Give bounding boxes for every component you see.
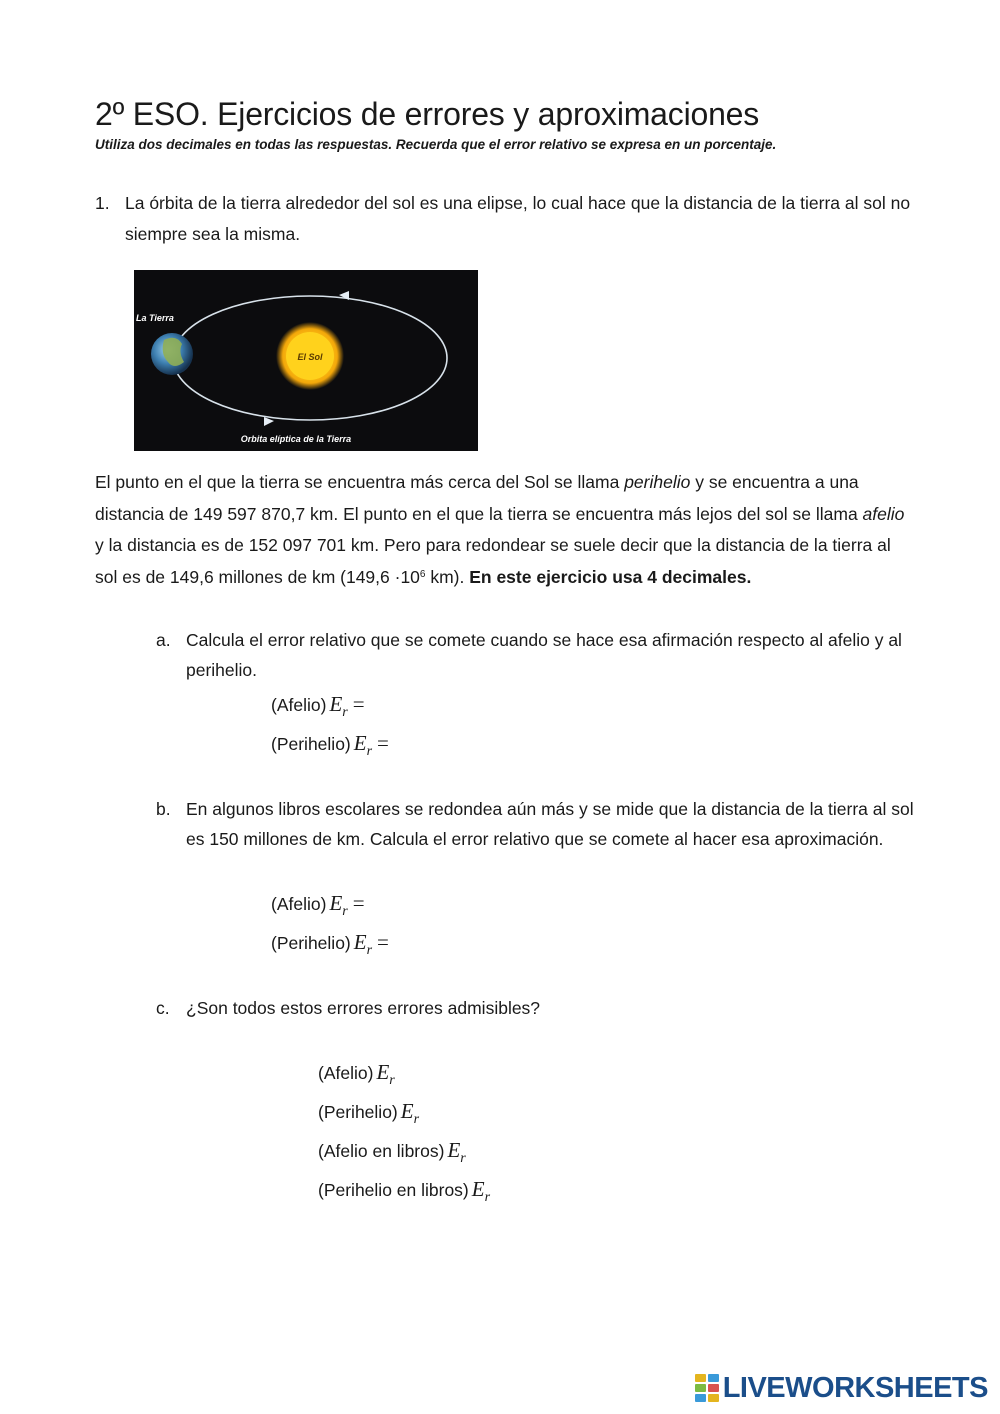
question-number: 1.	[95, 193, 110, 213]
equation-b-perihelio	[271, 930, 389, 958]
question-text: La órbita de la tierra alrededor del sol es una elipse, lo cual hace que la distancia de la tierra al sol no siempre sea la misma.	[125, 193, 911, 244]
orbit-label: Orbita elíptica de la Tierra	[240, 434, 352, 444]
instructions: Utiliza dos decimales en todas las respuestas. Recuerda que el error relativo se expresa en un porcentaje.	[95, 137, 777, 152]
subquestion-b-label: b.	[156, 799, 171, 819]
subquestion-b-text: En algunos libros escolares se redondea aún más y se mide que la distancia de la tierra al sol es 150 millones de km. Calcula el error relativo que se comete al hacer esa aproximación.	[186, 799, 914, 849]
subquestion-a-label: a.	[156, 630, 171, 650]
equation-c-afelio-libros	[318, 1138, 466, 1166]
relative-error-symbol: $E_r$	[447, 1138, 466, 1166]
paragraph-part-2: y se encuentra a una distancia de 149 597 870,7 km. El punto en el que la tierra se encuentra más lejos del sol se llama	[95, 472, 863, 524]
equation-label: (Afelio)	[271, 894, 327, 914]
decimals-instruction: En este ejercicio usa 4 decimales.	[469, 566, 752, 587]
paragraph-part-4: km).	[425, 566, 470, 587]
equation-a-afelio	[271, 692, 365, 720]
earth-label: La Tierra	[136, 313, 174, 323]
orbit-diagram	[134, 270, 478, 451]
equation-label: (Perihelio)	[271, 933, 351, 953]
subquestion-a-text: Calcula el error relativo que se comete cuando se hace esa afirmación respecto al afelio y al perihelio.	[186, 630, 902, 680]
logo-text: LIVEWORKSHEETS	[722, 1371, 988, 1404]
context-paragraph	[95, 467, 915, 593]
subquestion-c-label: c.	[156, 998, 170, 1018]
equation-label: (Perihelio)	[318, 1102, 398, 1122]
orbit-arrow-top	[339, 291, 349, 300]
equation-c-perihelio	[318, 1099, 420, 1127]
equation-b-afelio	[271, 891, 365, 919]
subquestion-c-text: ¿Son todos estos errores errores admisibles?	[186, 998, 541, 1018]
equals-sign: =	[352, 891, 365, 915]
relative-error-symbol: $E_r$	[353, 930, 373, 958]
equation-label: (Perihelio en libros)	[318, 1180, 469, 1200]
equals-sign: =	[377, 731, 389, 755]
equation-a-perihelio	[271, 731, 389, 759]
exponent: 6	[419, 568, 426, 580]
equation-c-perihelio-libros	[318, 1177, 491, 1205]
orbit-figure	[134, 270, 478, 451]
equation-label: (Afelio en libros)	[318, 1141, 445, 1161]
relative-error-symbol: $E_r$	[329, 692, 348, 720]
relative-error-symbol: $E_r$	[400, 1099, 420, 1127]
equation-c-afelio	[318, 1060, 395, 1088]
liveworksheets-logo	[695, 1371, 988, 1405]
relative-error-symbol: $E_r$	[471, 1177, 491, 1205]
equation-label: (Afelio)	[318, 1063, 374, 1083]
paragraph-part-1: El punto en el que la tierra se encuentra más cerca del Sol se llama	[95, 472, 625, 492]
relative-error-symbol: $E_r$	[353, 731, 373, 759]
sun-label: El Sol	[297, 352, 323, 362]
term-afelio: afelio	[862, 503, 905, 524]
page-title: 2º ESO. Ejercicios de errores y aproximaciones	[95, 96, 760, 132]
equals-sign: =	[377, 930, 389, 954]
equation-label: (Perihelio)	[271, 734, 351, 754]
paragraph-part-3: y la distancia es de 152 097 701 km. Pero para redondear se suele decir que la distancia de la tierra al sol es de 149,6 millones de km (149,6 ·10	[95, 535, 891, 587]
equation-label: (Afelio)	[271, 695, 327, 715]
equals-sign: =	[352, 692, 365, 716]
logo-icon	[695, 1374, 719, 1402]
relative-error-symbol: $E_r$	[376, 1060, 395, 1088]
relative-error-symbol: $E_r$	[329, 891, 348, 919]
term-perihelio: perihelio	[624, 472, 691, 492]
